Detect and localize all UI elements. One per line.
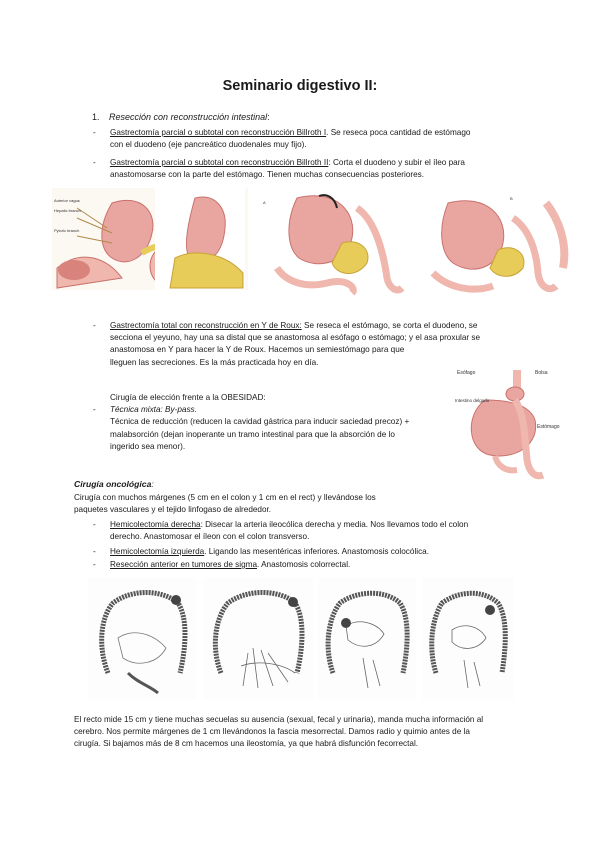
- label-bolsa: Bolsa: [535, 370, 548, 376]
- item-term: Hemicolectomía izquierda: [110, 547, 205, 556]
- roux-line1: Se reseca el estómago, se corta el duodeno, se: [301, 321, 478, 330]
- section1-title: Resección con reconstrucción intestinal: [109, 112, 268, 122]
- page-title: Seminario digestivo II:: [222, 78, 378, 94]
- svg-text:A: A: [263, 200, 266, 205]
- closing-paragraph: [74, 714, 544, 751]
- roux-line3: anastomosa en Y para hacer la Y de Roux. Hacemos un semiestómago para que: [110, 345, 405, 355]
- billroth1-line2: con el duodeno (eje pancreático duodenales muy fijo).: [110, 140, 307, 150]
- section2-title: Cirugía oncológica: [74, 479, 152, 489]
- roux-line4: lleguen las secreciones. Es la más practicada hoy en día.: [110, 357, 319, 367]
- billroth1-line1: . Se reseca poca cantidad de estómago: [326, 128, 471, 137]
- bullet: -: [93, 158, 96, 167]
- item-line1: . Ligando las mesentéricas inferiores. Anastomosis colocólica.: [204, 547, 430, 556]
- bullet: -: [93, 560, 96, 569]
- colon-sketch-1: [88, 578, 196, 700]
- closing-line1: El recto mide 15 cm y tiene muchas secuelas su ausencia (sexual, fecal y urinaria), manda mucha información al: [74, 715, 484, 724]
- bullet: -: [93, 547, 96, 556]
- section2-intro-line2: paquetes vasculares y el tejido linfogaso de alrededor.: [74, 505, 272, 515]
- roux-term: Gastrectomía total con reconstrucción en Y de Roux:: [110, 321, 302, 330]
- billroth2-diagram: [418, 188, 573, 298]
- label-pyloric-branch: Pyloric branch: [54, 228, 80, 233]
- colon-sketch-3: [318, 578, 416, 700]
- billroth1-diagram: [257, 188, 405, 298]
- bullet: -: [93, 520, 96, 529]
- obesity-intro: Cirugía de elección frente a la OBESIDAD:: [110, 393, 266, 402]
- bullet: -: [93, 405, 96, 414]
- roux-line2: secciona el yeyuno, hay una sa distal que se anastomosa al esófago o estómago; y el asa proxular se: [110, 333, 481, 343]
- section1-title-suffix: :: [267, 112, 270, 122]
- colon-sketch-4: [422, 578, 514, 700]
- colectomy-item-2: [93, 546, 533, 558]
- gastrectomy-stomach-illustration: [155, 188, 245, 290]
- billroth2-paragraph: [93, 157, 543, 181]
- section2-heading: [74, 478, 154, 490]
- billroth2-line2: anastomosarse con la parte del estómago. Tienen muchas consecuencias posteriores.: [110, 170, 425, 180]
- obesity-technique: Técnica mixta: By-pass.: [110, 405, 197, 415]
- colectomy-item-1: [93, 519, 533, 543]
- section2-intro: [74, 492, 534, 516]
- obesity-line1: Técnica de reducción (reducen la cavidad gástrica para inducir saciedad precoz) +: [110, 417, 410, 427]
- svg-text:B: B: [510, 196, 513, 201]
- item-term: Resección anterior en tumores de sigma: [110, 560, 257, 569]
- section1-heading: [92, 111, 270, 123]
- label-intestino: Intestino delgado: [455, 398, 490, 403]
- item-line1: . Anastomosis colorrectal.: [257, 560, 351, 569]
- bullet: -: [93, 128, 96, 137]
- section1-number: 1.: [92, 112, 100, 122]
- label-esofago: Esófago: [457, 370, 476, 376]
- bypass-illustration: [455, 360, 575, 480]
- colectomy-item-3: [93, 559, 533, 571]
- billroth2-line1: : Corta el duodeno y subir el íleo para: [328, 158, 465, 167]
- colon-sketch-2: [203, 578, 313, 700]
- billroth1-paragraph: [93, 127, 543, 151]
- closing-line3: cirugía. Si bajamos más de 8 cm hacemos una ileostomía, ya que habrá disfunción fecorrectal.: [74, 739, 419, 749]
- label-estomago: Estómago: [537, 424, 560, 430]
- obesity-line2: malabsorción (dejan inoperante un tramo intestinal para que la absorción de lo: [110, 429, 395, 439]
- obesity-paragraph: [110, 392, 450, 453]
- item-line2: derecho. Anastomosar el íleon con el colon transverso.: [110, 532, 310, 542]
- billroth2-term: Gastrectomía parcial o subtotal con reconstrucción Billroth II: [110, 158, 329, 167]
- section2-intro-line1: Cirugía con muchos márgenes (5 cm en el colon y 1 cm en el rect) y llevándose los: [74, 493, 376, 502]
- label-hepatic-branch: Hepatic branch: [54, 208, 81, 213]
- item-line1: : Disecar la arteria ileocólica derecha y media. Nos llevamos todo el colon: [200, 520, 469, 529]
- bullet: -: [93, 321, 96, 330]
- billroth1-term: Gastrectomía parcial o subtotal con reconstrucción Billroth I: [110, 128, 327, 137]
- label-anterior-vagus: Anterior vagus: [54, 198, 80, 203]
- item-term: Hemicolectomía derecha: [110, 520, 201, 529]
- closing-line2: cerebro. Nos permite márgenes de 1 cm llevándonos la fascia mesorrectal. Damos radio y quimio antes de la: [74, 727, 470, 737]
- section2-title-suffix: :: [151, 479, 154, 489]
- obesity-line3: ingerido sea menor).: [110, 441, 186, 451]
